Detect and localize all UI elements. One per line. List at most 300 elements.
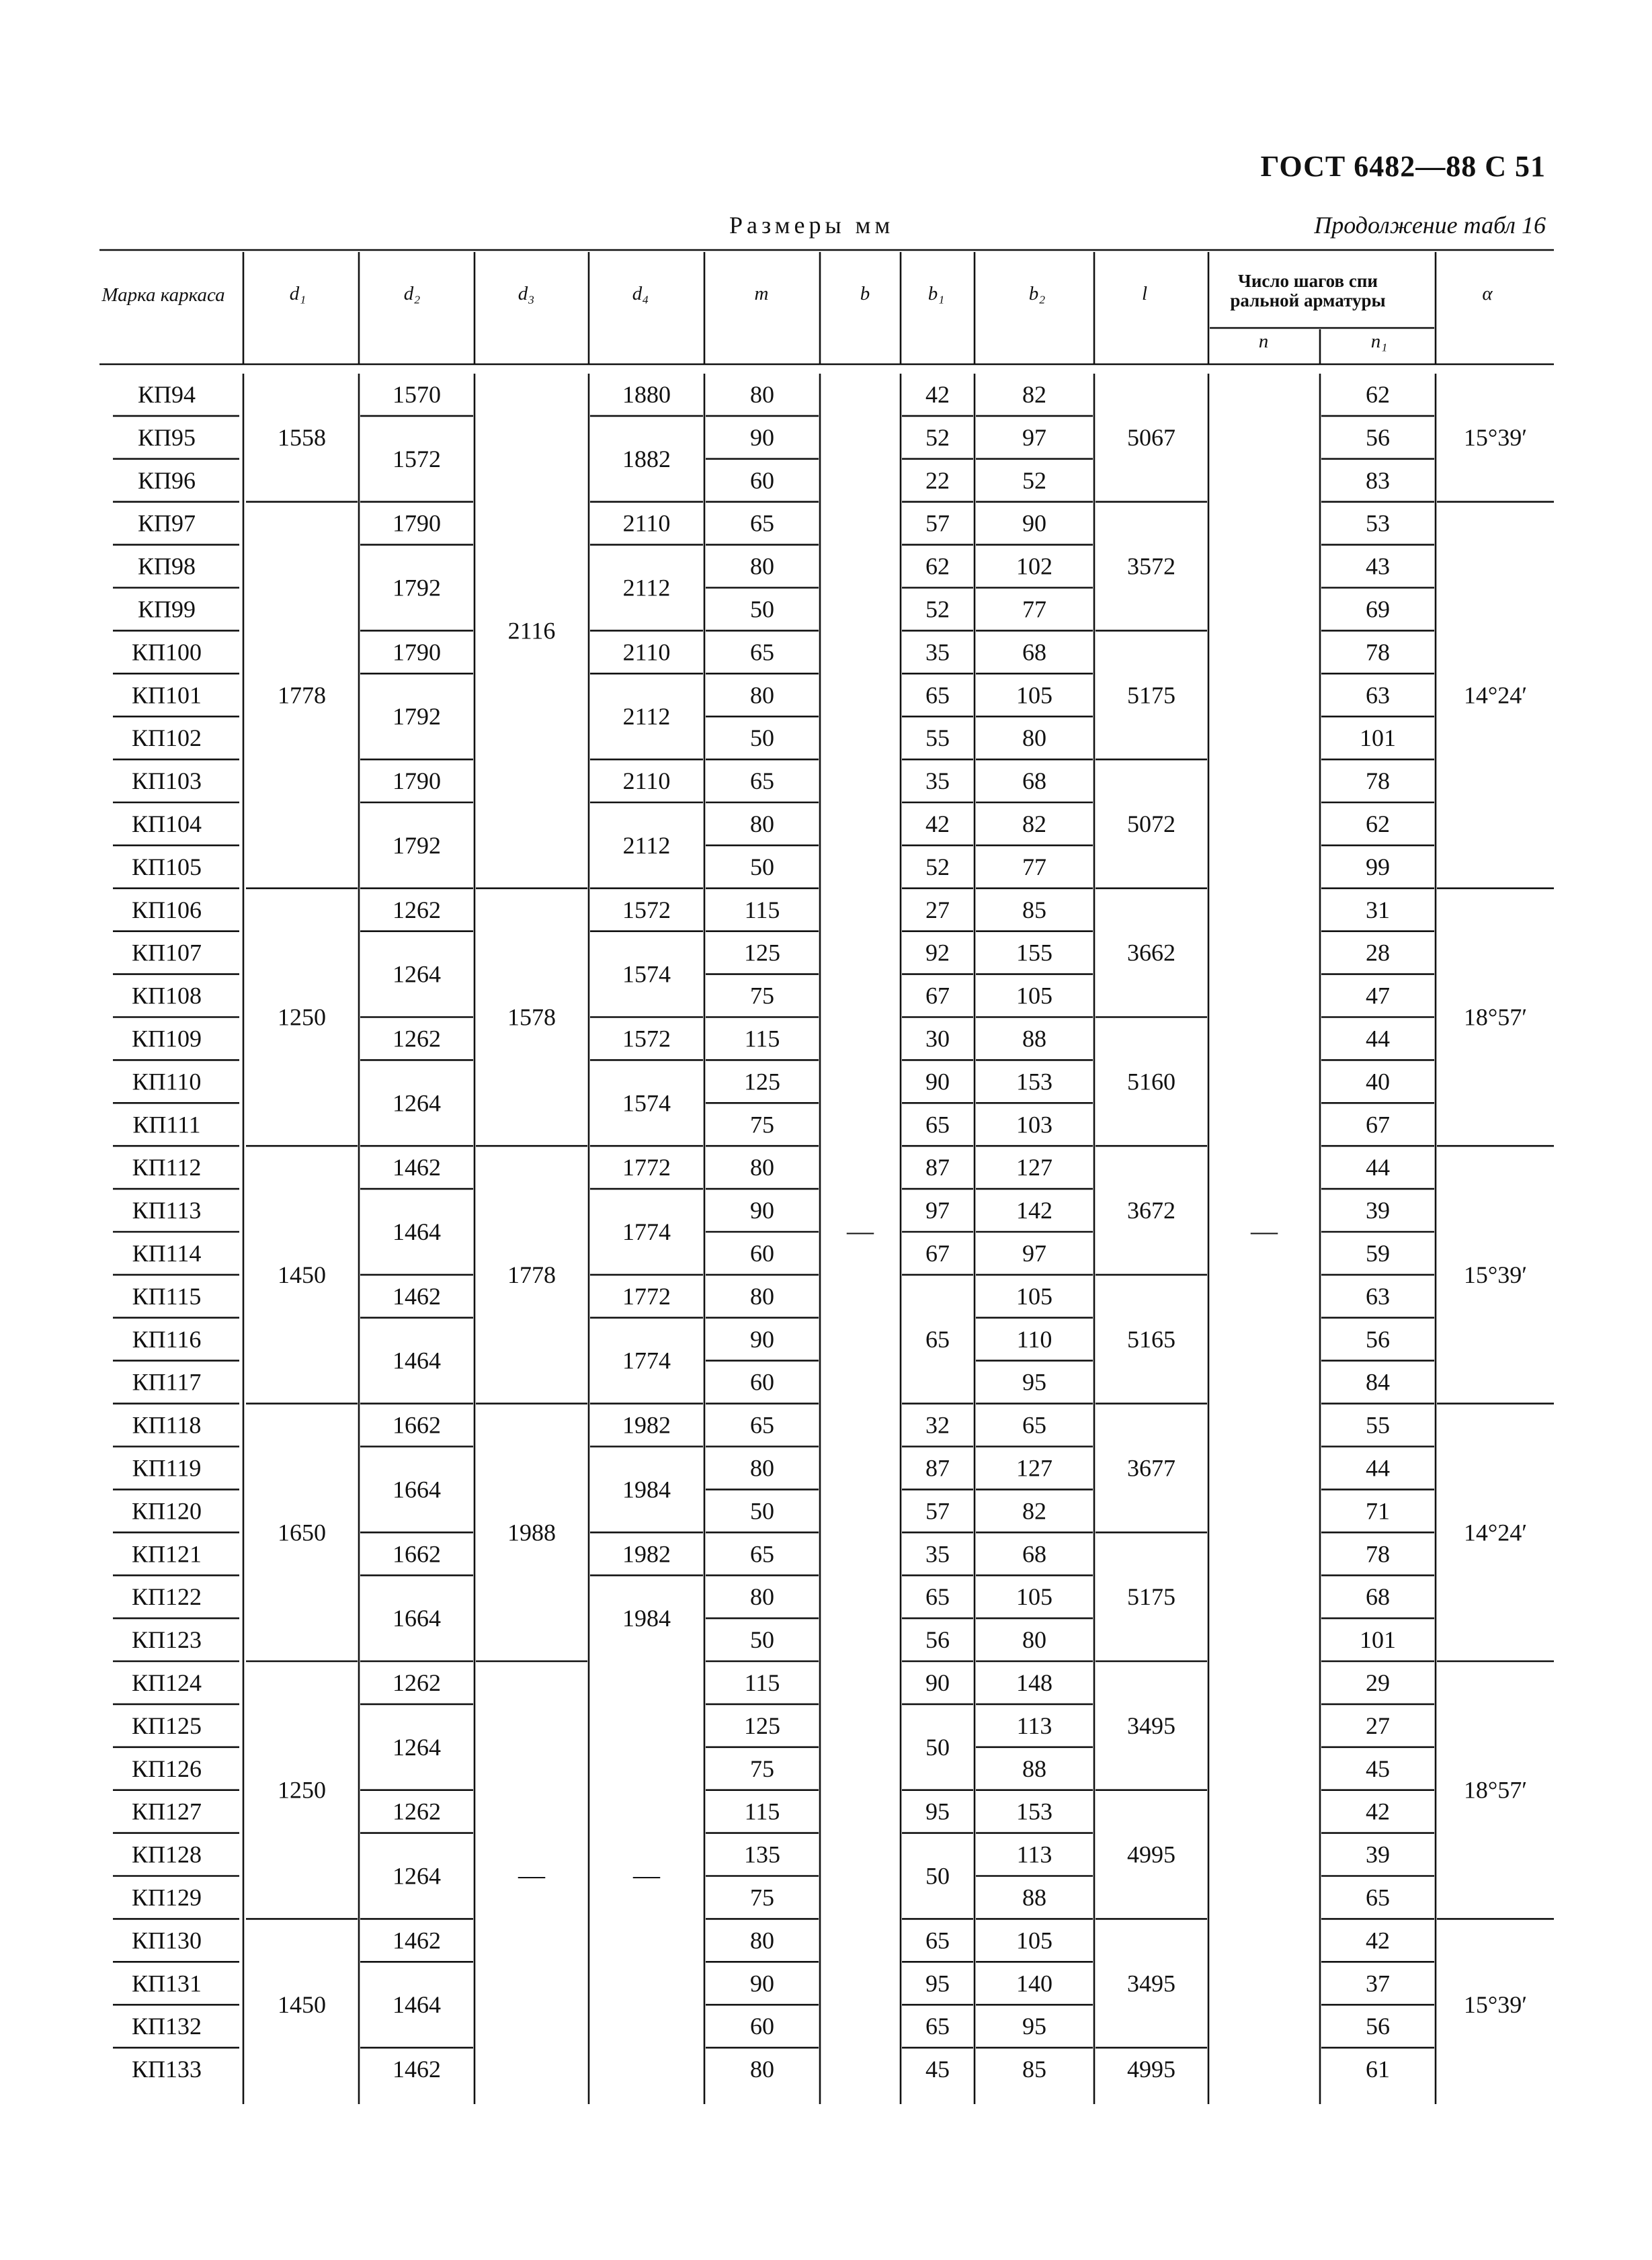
n1-cell: 78 — [1366, 1540, 1390, 1568]
d1-merged-cell: 1250 — [278, 1003, 326, 1031]
d1-merged-cell: 1250 — [278, 1776, 326, 1804]
column-header-b: b — [860, 283, 870, 304]
d2-cell: 1262 — [393, 1025, 441, 1052]
l-merged-cell: 3677 — [1127, 1454, 1175, 1482]
alpha-merged-cell: 15°39′ — [1463, 423, 1528, 451]
d4-merged-cell: 1574 — [622, 960, 671, 988]
mark-cell: КП120 — [131, 1497, 202, 1525]
mark-cell: КП104 — [131, 810, 202, 837]
mark-cell: КП102 — [131, 724, 202, 752]
mark-cell: КП101 — [131, 681, 202, 709]
m-cell: 90 — [750, 1325, 774, 1353]
d2-cell: 1790 — [393, 638, 441, 666]
d4-cell: 1772 — [622, 1154, 671, 1181]
alpha-merged-cell: 15°39′ — [1463, 1991, 1528, 2019]
l-merged-cell: 5072 — [1127, 810, 1175, 837]
d2-cell: 1462 — [393, 2056, 441, 2083]
n1-cell: 63 — [1366, 681, 1390, 709]
d4-cell: 1982 — [622, 1411, 671, 1439]
b1-cell: 35 — [925, 1540, 950, 1568]
m-cell: 50 — [750, 853, 774, 880]
d2-merged-cell: 1264 — [393, 1862, 441, 1890]
column-header-alpha: α — [1482, 283, 1493, 304]
d1-merged-cell: 1778 — [278, 681, 326, 709]
n1-cell: 78 — [1366, 767, 1390, 795]
column-header-n: n — [1258, 331, 1269, 352]
mark-cell: КП124 — [131, 1669, 202, 1696]
m-cell: 65 — [750, 638, 774, 666]
d2-cell: 1790 — [393, 509, 441, 537]
b1-cell: 27 — [925, 896, 950, 923]
d2-cell: 1262 — [393, 1669, 441, 1696]
n1-cell: 43 — [1366, 552, 1390, 580]
mark-cell: КП111 — [132, 1111, 201, 1138]
m-cell: 80 — [750, 1583, 774, 1611]
m-cell: 80 — [750, 1154, 774, 1181]
d4-merged-cell: 1774 — [622, 1218, 671, 1245]
mark-cell: КП118 — [132, 1411, 202, 1439]
b1-cell: 32 — [925, 1411, 950, 1439]
n1-cell: 42 — [1366, 1927, 1390, 1954]
column-header-b2: b₂ — [1028, 283, 1046, 304]
mark-cell: КП114 — [132, 1239, 202, 1267]
b1-merged-cell: 65 — [925, 1325, 950, 1353]
b2-cell: 102 — [1016, 552, 1052, 580]
b-merged-cell-dash: — — [847, 1216, 874, 1246]
mark-cell: КП131 — [131, 1970, 202, 1997]
b1-cell: 65 — [925, 1927, 950, 1954]
b1-cell: 42 — [925, 810, 950, 837]
m-cell: 125 — [744, 1712, 780, 1739]
m-cell: 50 — [750, 724, 774, 752]
b2-cell: 153 — [1016, 1798, 1052, 1825]
b2-cell: 80 — [1022, 724, 1046, 752]
b2-cell: 153 — [1016, 1068, 1052, 1095]
b1-cell: 90 — [925, 1669, 950, 1696]
b1-cell: 35 — [925, 638, 950, 666]
n-merged-cell-dash: — — [1251, 1216, 1278, 1246]
m-cell: 80 — [750, 681, 774, 709]
sizes-caption: Размеры мм — [729, 212, 895, 239]
m-cell: 90 — [750, 1970, 774, 1997]
n1-cell: 27 — [1366, 1712, 1390, 1739]
l-merged-cell: 3672 — [1127, 1197, 1175, 1224]
b2-cell: 127 — [1016, 1154, 1052, 1181]
n1-cell: 63 — [1366, 1282, 1390, 1310]
n1-cell: 62 — [1366, 810, 1390, 837]
l-merged-cell: 3662 — [1127, 939, 1175, 966]
b2-cell: 88 — [1022, 1884, 1046, 1911]
b1-cell: 92 — [925, 939, 950, 966]
m-cell: 115 — [744, 1025, 780, 1052]
m-cell: 65 — [750, 509, 774, 537]
b2-cell: 82 — [1022, 810, 1046, 837]
alpha-merged-cell: 14°24′ — [1463, 681, 1528, 709]
b1-cell: 65 — [925, 2013, 950, 2040]
mark-cell: КП112 — [132, 1154, 202, 1181]
m-cell: 60 — [750, 1368, 774, 1396]
d2-cell: 1570 — [393, 380, 441, 408]
d3-merged-cell: 1778 — [507, 1261, 556, 1288]
b2-cell: 105 — [1016, 1927, 1052, 1954]
mark-cell: КП133 — [131, 2056, 202, 2083]
l-merged-cell: 5160 — [1127, 1068, 1175, 1095]
b2-cell: 77 — [1022, 595, 1046, 623]
n1-cell: 39 — [1366, 1841, 1390, 1868]
b1-cell: 45 — [925, 2056, 950, 2083]
mark-cell: КП110 — [132, 1068, 202, 1095]
d1-merged-cell: 1450 — [278, 1261, 326, 1288]
b1-cell: 95 — [925, 1970, 950, 1997]
d2-merged-cell: 1792 — [393, 831, 441, 859]
column-header-l: l — [1141, 283, 1148, 304]
d3-merged-cell: 2116 — [507, 617, 556, 644]
n1-cell: 83 — [1366, 466, 1390, 494]
m-cell: 60 — [750, 466, 774, 494]
b1-cell: 57 — [925, 509, 950, 537]
mark-cell: КП129 — [131, 1884, 202, 1911]
column-header-d1: d₁ — [289, 283, 306, 304]
n1-cell: 53 — [1366, 509, 1390, 537]
b1-cell: 57 — [925, 1497, 950, 1525]
n1-cell: 62 — [1366, 380, 1390, 408]
b1-cell: 42 — [925, 380, 950, 408]
l-merged-cell: 3495 — [1127, 1712, 1175, 1739]
mark-cell: КП127 — [131, 1798, 202, 1825]
d4-cell: 2110 — [622, 638, 671, 666]
b1-cell: 90 — [925, 1068, 950, 1095]
column-header-d3: d₃ — [518, 283, 535, 304]
n1-cell: 44 — [1366, 1454, 1390, 1482]
d4-cell: 1772 — [622, 1282, 671, 1310]
m-cell: 65 — [750, 767, 774, 795]
d2-merged-cell: 1664 — [393, 1605, 441, 1632]
b2-cell: 77 — [1022, 853, 1046, 880]
b2-cell: 127 — [1016, 1454, 1052, 1482]
mark-cell: КП113 — [132, 1197, 202, 1224]
d4-merged-cell: 1574 — [622, 1089, 671, 1117]
table-grid — [99, 250, 1554, 2104]
d2-merged-cell: 1464 — [393, 1347, 441, 1374]
m-cell: 50 — [750, 1497, 774, 1525]
m-cell: 115 — [744, 896, 780, 923]
mark-cell: КП105 — [131, 853, 202, 880]
column-header-n1: n₁ — [1370, 331, 1388, 352]
d2-merged-cell: 1664 — [393, 1476, 441, 1503]
b2-cell: 68 — [1022, 1540, 1046, 1568]
d4-merged-cell: 2112 — [622, 574, 671, 601]
n1-cell: 61 — [1366, 2056, 1390, 2083]
column-header-mark: Марка каркаса — [101, 284, 225, 306]
b1-cell: 65 — [925, 1583, 950, 1611]
b2-cell: 105 — [1016, 982, 1052, 1009]
mark-cell: КП128 — [131, 1841, 202, 1868]
b2-cell: 97 — [1022, 423, 1046, 451]
n1-cell: 28 — [1366, 939, 1390, 966]
d4-merged-cell: 2112 — [622, 831, 671, 859]
mark-cell: КП97 — [137, 509, 196, 537]
n1-cell: 37 — [1366, 1970, 1390, 1997]
n1-cell: 71 — [1366, 1497, 1390, 1525]
d2-cell: 1462 — [393, 1282, 441, 1310]
m-cell: 75 — [750, 982, 774, 1009]
b1-cell: 55 — [925, 724, 950, 752]
b1-cell: 56 — [925, 1626, 950, 1654]
l-merged-cell: 5165 — [1127, 1325, 1175, 1353]
m-cell: 50 — [750, 595, 774, 623]
mark-cell: КП115 — [132, 1282, 202, 1310]
d1-merged-cell: 1650 — [278, 1519, 326, 1546]
b1-cell: 52 — [925, 853, 950, 880]
d4-cell: 1572 — [622, 896, 671, 923]
column-header-steps-line-2: ральной арматуры — [1230, 290, 1386, 310]
n1-cell: 40 — [1366, 1068, 1390, 1095]
m-cell: 80 — [750, 1282, 774, 1310]
n1-cell: 99 — [1366, 853, 1390, 880]
m-cell: 65 — [750, 1540, 774, 1568]
standard-page-title: ГОСТ 6482—88 С 51 — [1260, 150, 1546, 183]
m-cell: 80 — [750, 380, 774, 408]
l-merged-cell: 4995 — [1127, 2056, 1175, 2083]
b2-cell: 95 — [1022, 2013, 1046, 2040]
n1-cell: 69 — [1366, 595, 1390, 623]
n1-cell: 56 — [1366, 2013, 1390, 2040]
column-header-steps-line-1: Число шагов спи — [1238, 271, 1378, 291]
mark-cell: КП117 — [132, 1368, 202, 1396]
b1-cell: 87 — [925, 1454, 950, 1482]
d4-merged-cell: 1774 — [622, 1347, 671, 1374]
d2-cell: 1662 — [393, 1540, 441, 1568]
d2-merged-cell: 1264 — [393, 1733, 441, 1761]
d2-cell: 1790 — [393, 767, 441, 795]
d4-merged-cell: 1984 — [622, 1605, 671, 1632]
mark-cell: КП108 — [131, 982, 202, 1009]
l-merged-cell: 5175 — [1127, 681, 1175, 709]
d4-merged-cell: 2112 — [622, 703, 671, 730]
b2-cell: 85 — [1022, 2056, 1046, 2083]
m-cell: 80 — [750, 1927, 774, 1954]
l-merged-cell: 5067 — [1127, 423, 1175, 451]
b1-cell: 30 — [925, 1025, 950, 1052]
b2-cell: 97 — [1022, 1239, 1046, 1267]
b1-cell: 52 — [925, 423, 950, 451]
n1-cell: 101 — [1360, 724, 1396, 752]
n1-cell: 44 — [1366, 1154, 1390, 1181]
d4-merged-cell: 1882 — [622, 445, 671, 472]
m-cell: 80 — [750, 2056, 774, 2083]
d4-cell: 2110 — [622, 767, 671, 795]
b2-cell: 90 — [1022, 509, 1046, 537]
n1-cell: 59 — [1366, 1239, 1390, 1267]
mark-cell: КП119 — [132, 1454, 202, 1482]
mark-cell: КП109 — [131, 1025, 202, 1052]
mark-cell: КП125 — [131, 1712, 202, 1739]
m-cell: 135 — [744, 1841, 780, 1868]
m-cell: 60 — [750, 2013, 774, 2040]
b1-cell: 52 — [925, 595, 950, 623]
alpha-merged-cell: 18°57′ — [1463, 1003, 1528, 1031]
column-header-d2: d₂ — [403, 283, 421, 304]
mark-cell: КП126 — [131, 1755, 202, 1782]
m-cell: 60 — [750, 1239, 774, 1267]
d2-merged-cell: 1792 — [393, 703, 441, 730]
m-cell: 75 — [750, 1755, 774, 1782]
m-cell: 115 — [744, 1669, 780, 1696]
m-cell: 80 — [750, 552, 774, 580]
alpha-merged-cell: 18°57′ — [1463, 1776, 1528, 1804]
d2-cell: 1262 — [393, 896, 441, 923]
b1-cell: 62 — [925, 552, 950, 580]
b1-merged-cell: 50 — [925, 1862, 950, 1890]
m-cell: 125 — [744, 939, 780, 966]
b1-cell: 97 — [925, 1197, 950, 1224]
b1-cell: 35 — [925, 767, 950, 795]
n1-cell: 65 — [1366, 1884, 1390, 1911]
d3-merged-cell: 1578 — [507, 1003, 556, 1031]
mark-cell: КП94 — [137, 380, 196, 408]
n1-cell: 67 — [1366, 1111, 1390, 1138]
b2-cell: 140 — [1016, 1970, 1052, 1997]
n1-cell: 39 — [1366, 1197, 1390, 1224]
n1-cell: 56 — [1366, 423, 1390, 451]
d3-merged-cell-dash: — — [518, 1859, 545, 1890]
b2-cell: 82 — [1022, 380, 1046, 408]
n1-cell: 84 — [1366, 1368, 1390, 1396]
n1-cell: 101 — [1360, 1626, 1396, 1654]
b2-cell: 148 — [1016, 1669, 1052, 1696]
n1-cell: 55 — [1366, 1411, 1390, 1439]
b2-cell: 88 — [1022, 1755, 1046, 1782]
n1-cell: 42 — [1366, 1798, 1390, 1825]
b1-cell: 65 — [925, 1111, 950, 1138]
n1-cell: 47 — [1366, 982, 1390, 1009]
d2-merged-cell: 1264 — [393, 960, 441, 988]
b2-cell: 80 — [1022, 1626, 1046, 1654]
n1-cell: 45 — [1366, 1755, 1390, 1782]
b1-merged-cell: 50 — [925, 1733, 950, 1761]
mark-cell: КП107 — [131, 939, 202, 966]
d2-merged-cell: 1572 — [393, 445, 441, 472]
b2-cell: 68 — [1022, 767, 1046, 795]
d4-merged-cell-dash: — — [633, 1859, 660, 1890]
mark-cell: КП100 — [131, 638, 202, 666]
d1-merged-cell: 1558 — [278, 423, 326, 451]
m-cell: 75 — [750, 1111, 774, 1138]
b2-cell: 105 — [1016, 1282, 1052, 1310]
b1-cell: 65 — [925, 681, 950, 709]
b1-cell: 67 — [925, 1239, 950, 1267]
b2-cell: 113 — [1016, 1712, 1052, 1739]
n1-cell: 31 — [1366, 896, 1390, 923]
mark-cell: КП116 — [132, 1325, 202, 1353]
b2-cell: 95 — [1022, 1368, 1046, 1396]
d2-cell: 1462 — [393, 1154, 441, 1181]
n1-cell: 78 — [1366, 638, 1390, 666]
m-cell: 90 — [750, 423, 774, 451]
b2-cell: 68 — [1022, 638, 1046, 666]
m-cell: 125 — [744, 1068, 780, 1095]
b2-cell: 105 — [1016, 1583, 1052, 1611]
b2-cell: 52 — [1022, 466, 1046, 494]
m-cell: 80 — [750, 810, 774, 837]
l-merged-cell: 4995 — [1127, 1841, 1175, 1868]
b2-cell: 105 — [1016, 681, 1052, 709]
m-cell: 115 — [744, 1798, 780, 1825]
n1-cell: 56 — [1366, 1325, 1390, 1353]
mark-cell: КП132 — [131, 2013, 202, 2040]
column-header-m: m — [754, 283, 769, 304]
mark-cell: КП122 — [131, 1583, 202, 1611]
m-cell: 90 — [750, 1197, 774, 1224]
mark-cell: КП96 — [137, 466, 196, 494]
b2-cell: 85 — [1022, 896, 1046, 923]
b2-cell: 82 — [1022, 1497, 1046, 1525]
d2-cell: 1462 — [393, 1927, 441, 1954]
l-merged-cell: 3495 — [1127, 1970, 1175, 1997]
b2-cell: 110 — [1016, 1325, 1052, 1353]
alpha-merged-cell: 14°24′ — [1463, 1519, 1528, 1546]
b2-cell: 65 — [1022, 1411, 1046, 1439]
alpha-merged-cell: 15°39′ — [1463, 1261, 1528, 1288]
b1-cell: 87 — [925, 1154, 950, 1181]
b2-cell: 142 — [1016, 1197, 1052, 1224]
mark-cell: КП98 — [137, 552, 196, 580]
mark-cell: КП130 — [131, 1927, 202, 1954]
mark-cell: КП123 — [131, 1626, 202, 1654]
b2-cell: 88 — [1022, 1025, 1046, 1052]
m-cell: 65 — [750, 1411, 774, 1439]
l-merged-cell: 3572 — [1127, 552, 1175, 580]
d4-cell: 1880 — [622, 380, 671, 408]
b2-cell: 155 — [1016, 939, 1052, 966]
m-cell: 50 — [750, 1626, 774, 1654]
d3-merged-cell: 1988 — [507, 1519, 556, 1546]
b1-cell: 22 — [925, 466, 950, 494]
b1-cell: 67 — [925, 982, 950, 1009]
b1-cell: 95 — [925, 1798, 950, 1825]
mark-cell: КП99 — [137, 595, 196, 623]
l-merged-cell: 5175 — [1127, 1583, 1175, 1611]
b2-cell: 113 — [1016, 1841, 1052, 1868]
d2-cell: 1262 — [393, 1798, 441, 1825]
d2-cell: 1662 — [393, 1411, 441, 1439]
n1-cell: 29 — [1366, 1669, 1390, 1696]
d4-merged-cell: 1984 — [622, 1476, 671, 1503]
b2-cell: 103 — [1016, 1111, 1052, 1138]
table-header — [101, 271, 1493, 352]
column-header-d4: d₄ — [632, 283, 649, 304]
d2-merged-cell: 1464 — [393, 1991, 441, 2019]
d4-cell: 1572 — [622, 1025, 671, 1052]
column-header-b1: b₁ — [927, 283, 945, 304]
d2-merged-cell: 1464 — [393, 1218, 441, 1245]
mark-cell: КП121 — [131, 1540, 202, 1568]
table-continuation-label: Продолжение табл 16 — [1314, 212, 1546, 239]
d2-merged-cell: 1264 — [393, 1089, 441, 1117]
m-cell: 75 — [750, 1884, 774, 1911]
table-body — [132, 381, 1527, 2083]
n1-cell: 44 — [1366, 1025, 1390, 1052]
n1-cell: 68 — [1366, 1583, 1390, 1611]
mark-cell: КП95 — [137, 423, 196, 451]
m-cell: 80 — [750, 1454, 774, 1482]
d4-cell: 2110 — [622, 509, 671, 537]
d4-cell: 1982 — [622, 1540, 671, 1568]
d2-merged-cell: 1792 — [393, 574, 441, 601]
d1-merged-cell: 1450 — [278, 1991, 326, 2019]
mark-cell: КП103 — [131, 767, 202, 795]
mark-cell: КП106 — [131, 896, 202, 923]
